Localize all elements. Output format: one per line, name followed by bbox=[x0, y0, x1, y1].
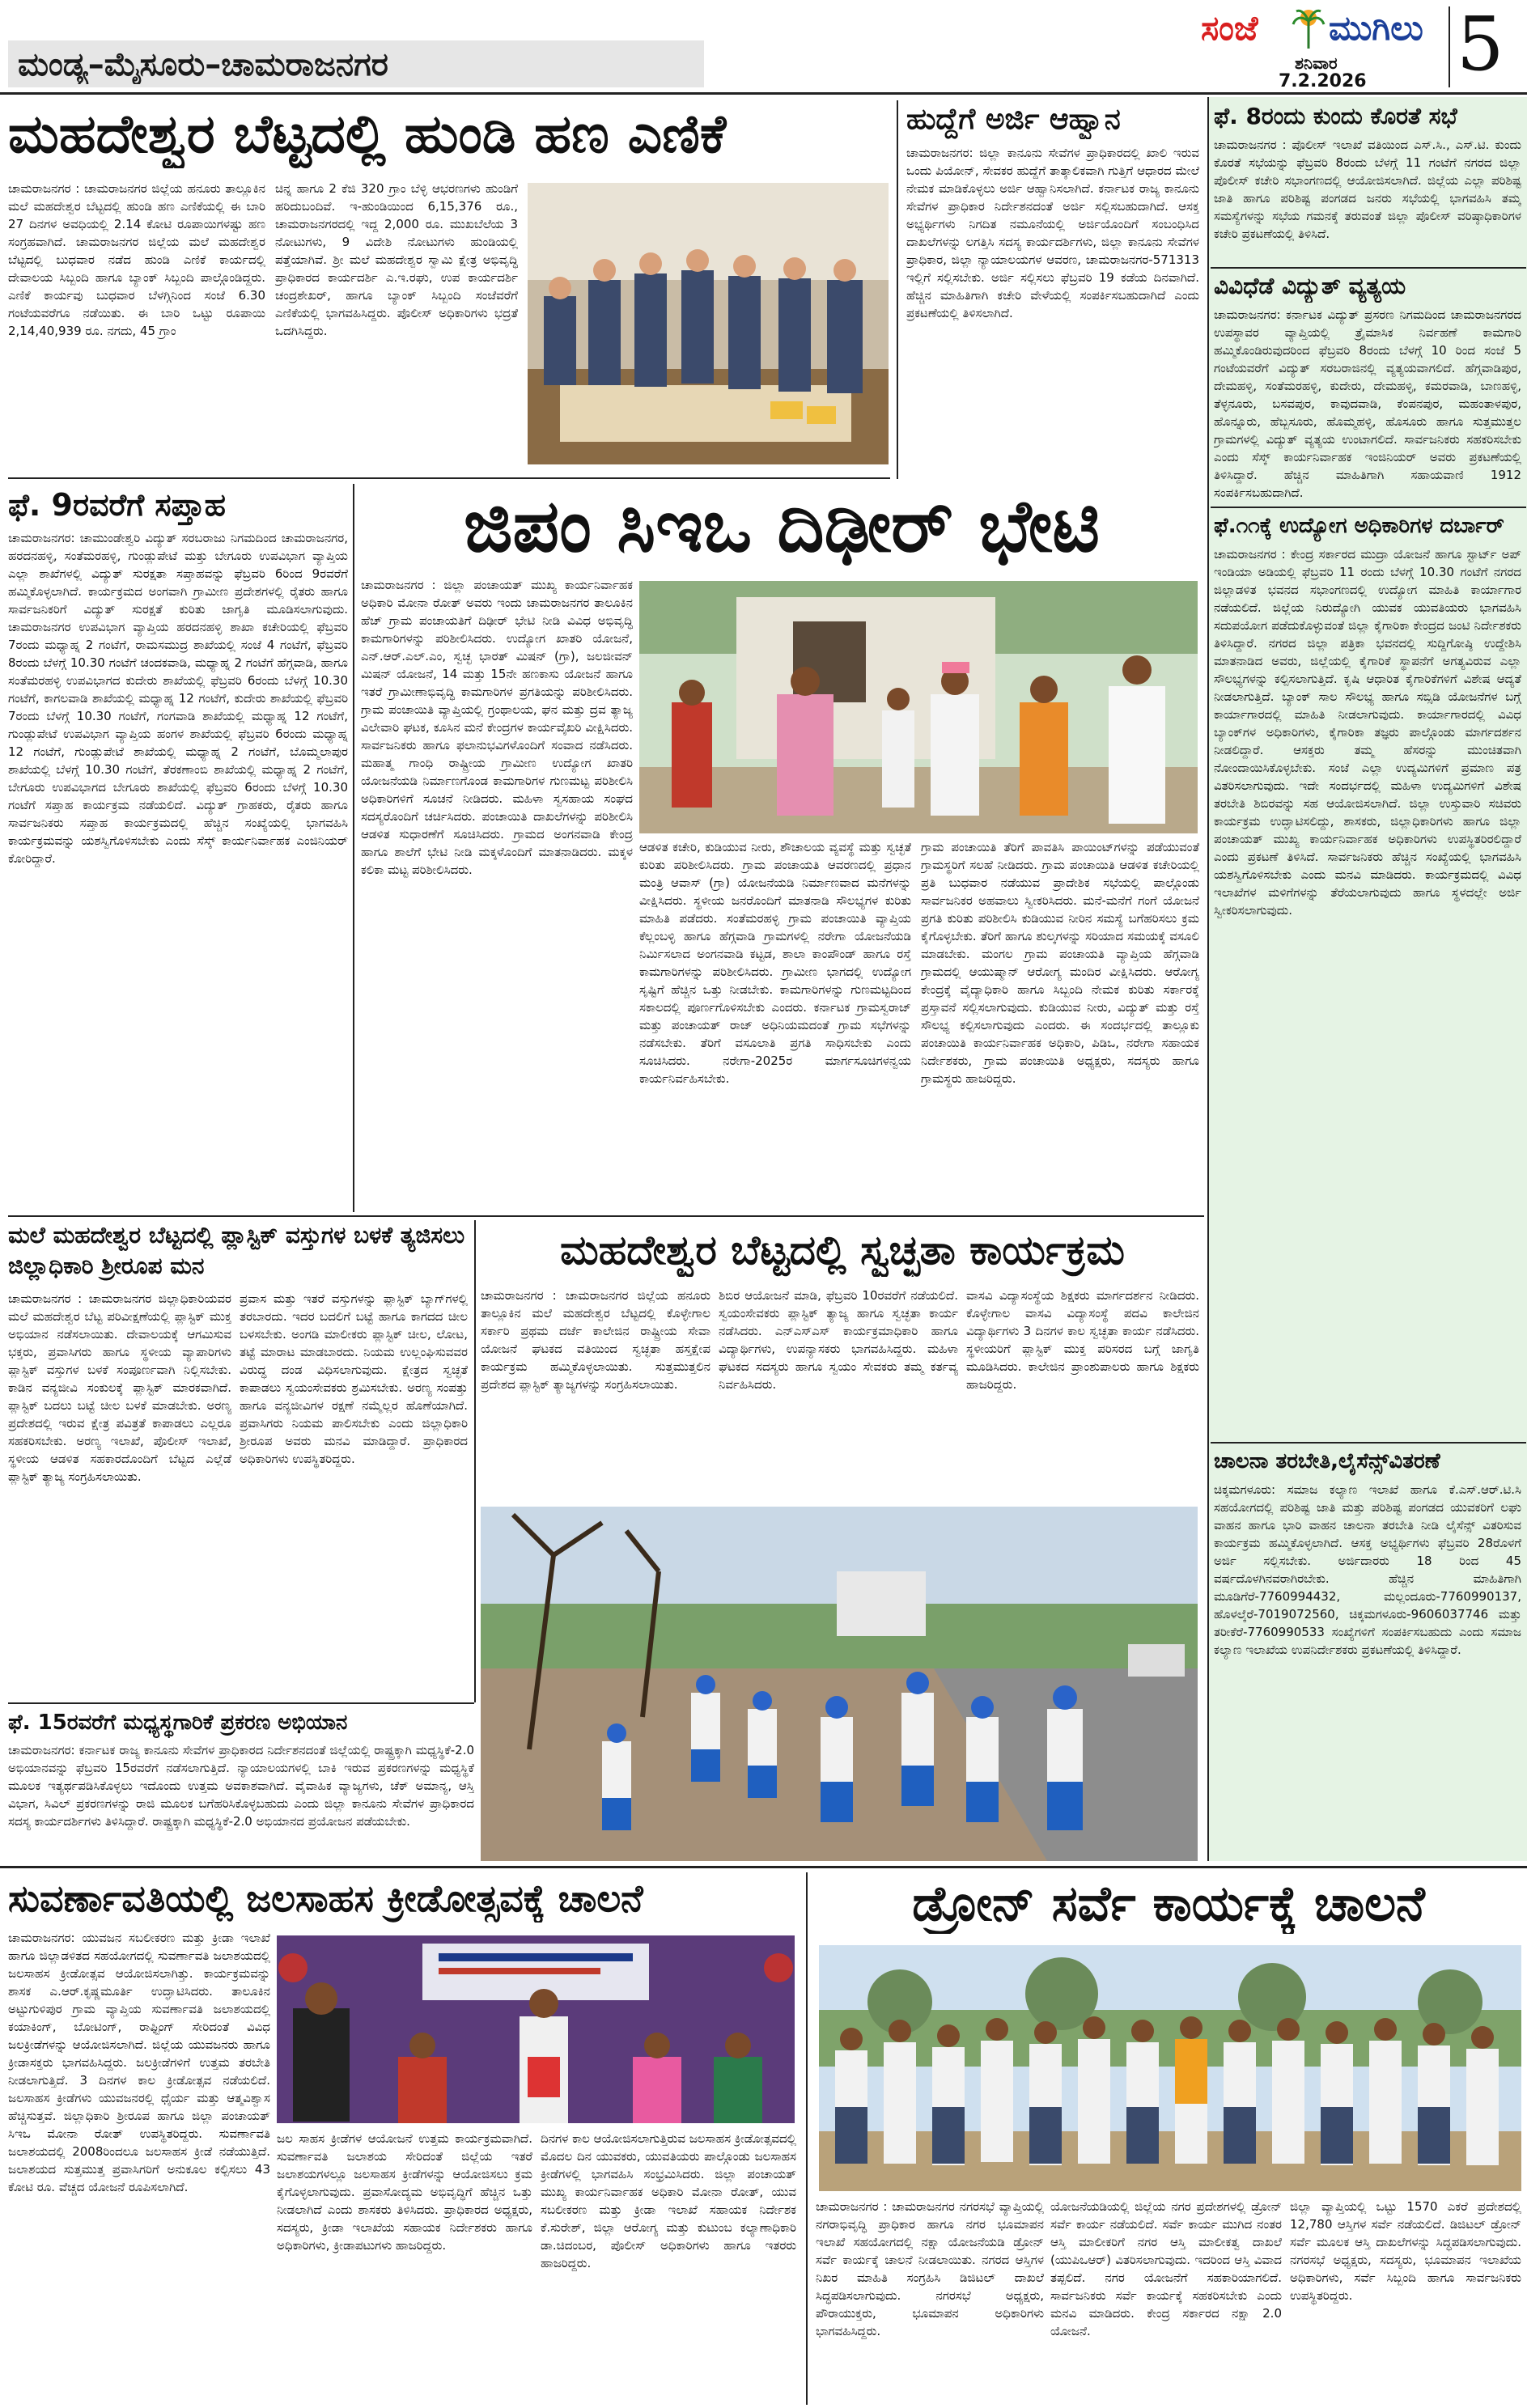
swachhata-headline: ಮಹದೇಶ್ವರ ಬೆಟ್ಟದಲ್ಲಿ ಸ್ವಚ್ಛತಾ ಕಾರ್ಯಕ್ರಮ bbox=[560, 1227, 1125, 1274]
swachhata-col3: ವಾಸವಿ ವಿದ್ಯಾಸಂಸ್ಥೆಯ ಶಿಕ್ಷಕರು ಮಾರ್ಗದರ್ಶನ ನೀಡಿದರು. ಕೊಳ್ಳೇಗಾಲ ವಾಸವಿ ವಿದ್ಯಾಸಂಸ್ಥೆ ಪದವಿ ಕಾಲೇಜಿನ ವಿದ್ಯಾರ್ಥಿಗಳು 3 ದಿನಗಳ ಕಾಲ ಸ್ವಚ್ಛತಾ ಕಾರ್ಯ ನಡೆಸಿದರು. ಸ್ಥಳೀಯರಿಗೆ ಪ್ಲಾಸ್ಟಿಕ್ ಮುಕ್ತ ಪರಿಸರದ ಬಗ್ಗೆ ಜಾಗೃತಿ ಮೂಡಿಸಿದರು. ಕಾಲೇಜಿನ ಪ್ರಾಂಶುಪಾಲರು ಹಾಗೂ ಶಿಕ್ಷಕರು ಹಾಜರಿದ್ದರು. bbox=[966, 1288, 1199, 1392]
page-number: 5 bbox=[1457, 1, 1504, 87]
hundi-headline: ಮಹದೇಶ್ವರ ಬೆಟ್ಟದಲ್ಲಿ ಹುಂಡಿ ಹಣ ಎಣಿಕೆ bbox=[8, 103, 727, 165]
chalana-headline: ಚಾಲನಾ ತರಬೇತಿ,ಲೈಸೆನ್ಸ್‌ವಿತರಣೆ bbox=[1214, 1449, 1440, 1473]
udyogi-headline: ಫೆ.೧೧ಕ್ಕೆ ಉದ್ಯೋಗ ಅಧಿಕಾರಿಗಳ ದರ್ಬಾರ್ bbox=[1214, 514, 1504, 538]
swachhata-col2: ಶಿಬಿರ ಆಯೋಜನೆ ಮಾಡಿ, ಫೆಬ್ರವರಿ 10ರವರೆಗೆ ನಡೆಯಲಿದೆ. ಸ್ವಯಂಸೇವಕರು ಪ್ಲಾಸ್ಟಿಕ್ ತ್ಯಾಜ್ಯ ಹಾಗೂ ಸ್ವಚ್ಛತಾ ಕಾರ್ಯ ನಡೆಸಿದರು. ಎನ್ಎಸ್ಎಸ್ ಕಾರ್ಯಕ್ರಮಾಧಿಕಾರಿ ಹಾಗೂ ವಿದ್ಯಾರ್ಥಿಗಳು, ಉಪನ್ಯಾಸಕರು ಭಾಗವಹಿಸಿದ್ದರು. ಮಹಿಳಾ ಘಟಕದ ಸದಸ್ಯರು ಹಾಗೂ ಸ್ವಯಂ ಸೇವಕರು ತಮ್ಮ ಕರ್ತವ್ಯ ನಿರ್ವಹಿಸಿದರು. bbox=[719, 1288, 958, 1392]
hundi-bottom-rule bbox=[8, 477, 890, 479]
swachhata-col1: ಚಾಮರಾಜನಗರ : ಚಾಮರಾಜನಗರ ಜಿಲ್ಲೆಯ ಹನೂರು ತಾಲ್ಲೂಕಿನ ಮಲೆ ಮಹದೇಶ್ವರ ಬೆಟ್ಟದಲ್ಲಿ ಕೊಳ್ಳೇಗಾಲ ಸರ್ಕಾರಿ ಪ್ರಥಮ ದರ್ಜೆ ಕಾಲೇಜಿನ ರಾಷ್ಟ್ರೀಯ ಸೇವಾ ಯೋಜನೆ ಘಟಕದ ವತಿಯಿಂದ ಸ್ವಚ್ಛತಾ ಹಸ್ತಕ್ಷೇಪ ಕಾರ್ಯಕ್ರಮ ಹಮ್ಮಿಕೊಳ್ಳಲಾಯಿತು. ಸುತ್ತಮುತ್ತಲಿನ ಪ್ರದೇಶದ ಪ್ಲಾಸ್ಟಿಕ್ ತ್ಯಾಜ್ಯಗಳನ್ನು ಸಂಗ್ರಹಿಸಲಾಯಿತು. bbox=[481, 1288, 710, 1392]
date: 7.2.2026 bbox=[1279, 71, 1367, 91]
feb8-rule bbox=[1211, 267, 1526, 269]
hundi-counting-photo bbox=[528, 183, 889, 464]
zp-headline: ಜಿಪಂ ಸಿಇಒ ದಿಢೀರ್ ಭೇಟಿ bbox=[463, 484, 1101, 569]
chalana-body: ಚಿಕ್ಕಮಗಳೂರು: ಸಮಾಜ ಕಲ್ಯಾಣ ಇಲಾಖೆ ಹಾಗೂ ಕೆ.ಎಸ್.ಆರ್.ಟಿ.ಸಿ ಸಹಯೋಗದಲ್ಲಿ ಪರಿಶಿಷ್ಟ ಜಾತಿ ಮತ್ತು ಪರಿಶಿಷ್ಟ ಪಂಗಡದ ಯುವಕರಿಗೆ ಲಘು ವಾಹನ ಹಾಗೂ ಭಾರಿ ವಾಹನ ಚಾಲನಾ ತರಬೇತಿ ನೀಡಿ ಲೈಸೆನ್ಸ್ ವಿತರಿಸುವ ಕಾರ್ಯಕ್ರಮ ಹಮ್ಮಿಕೊಳ್ಳಲಾಗಿದೆ. ಆಸಕ್ತ ಅಭ್ಯರ್ಥಿಗಳು ಫೆಬ್ರವರಿ 28ರೊಳಗೆ ಅರ್ಜಿ ಸಲ್ಲಿಸಬೇಕು. ಅರ್ಜಿದಾರರು 18 ರಿಂದ 45 ವರ್ಷದೊಳಗಿನವರಾಗಿರಬೇಕು. ಹೆಚ್ಚಿನ ಮಾಹಿತಿಗಾಗಿ ಮೂಡಿಗೆರೆ-7760994432, ಮಲ್ಲಂದೂರು-7760990137, ಹೊಳಲ್ಕೆರೆ-7019072560, ಚಿಕ್ಕಮಗಳೂರು-9606037746 ಮತ್ತು ತರೀಕೆರೆ-7760990533 ಸಂಖ್ಯೆಗಳಿಗೆ ಸಂಪರ್ಕಿಸಬಹುದು ಎಂದು ಸಮಾಜ ಕಲ್ಯಾಣ ಇಲಾಖೆಯ ಉಪನಿರ್ದೇಶಕರು ಪ್ರಕಟಣೆಯಲ್ಲಿ ತಿಳಿಸಿದ್ದಾರೆ. bbox=[1214, 1482, 1521, 1657]
zp-ceo-visit-photo bbox=[639, 581, 1198, 833]
zp-col3: ಗ್ರಾಮ ಪಂಚಾಯಿತಿ ತೆರಿಗೆ ಪಾವತಿಸಿ ಪಾಯಿಂಟ್‌ಗಳನ್ನು ಪಡೆಯುವಂತೆ ಗ್ರಾಮಸ್ಥರಿಗೆ ಸಲಹೆ ನೀಡಿದರು. ಗ್ರಾಮ ಪಂಚಾಯಿತಿ ಆಡಳಿತ ಕಚೇರಿಯಲ್ಲಿ ಪ್ರತಿ ಬುಧವಾರ ನಡೆಯುವ ಪ್ರಾದೇಶಿಕ ಸಭೆಯಲ್ಲಿ ಪಾಲ್ಗೊಂಡು ಸಾರ್ವಜನಿಕರ ಅಹವಾಲು ಸ್ವೀಕರಿಸಿದರು. ಮನೆ-ಮನೆಗೆ ಗಂಗೆ ಯೋಜನೆ ಪ್ರಗತಿ ಕುರಿತು ಪರಿಶೀಲಿಸಿ ಕುಡಿಯುವ ನೀರಿನ ಸಮಸ್ಯೆ ಬಗೆಹರಿಸಲು ಕ್ರಮ ಕೈಗೊಳ್ಳಬೇಕು. ತೆರಿಗೆ ಹಾಗೂ ಶುಲ್ಕಗಳನ್ನು ಸರಿಯಾದ ಸಮಯಕ್ಕೆ ವಸೂಲಿ ಮಾಡಬೇಕು. ಮಂಗಲ ಗ್ರಾಮ ಪಂಚಾಯತಿ ವ್ಯಾಪ್ತಿಯ ಹೆಗ್ಗವಾಡಿ ಗ್ರಾಮದಲ್ಲಿ ಆಯುಷ್ಮಾನ್ ಆರೋಗ್ಯ ಮಂದಿರ ವೀಕ್ಷಿಸಿದರು. ಆರೋಗ್ಯ ಕೇಂದ್ರಕ್ಕೆ ವೈದ್ಯಾಧಿಕಾರಿ ಹಾಗೂ ಸಿಬ್ಬಂದಿ ನೇಮಕ ಕುರಿತು ಸರ್ಕಾರಕ್ಕೆ ಪ್ರಸ್ತಾವನೆ ಸಲ್ಲಿಸಲಾಗುವುದು. ಕುಡಿಯುವ ನೀರು, ವಿದ್ಯುತ್ ಮತ್ತು ರಸ್ತೆ ಸೌಲಭ್ಯ ಕಲ್ಪಿಸಲಾಗುವುದು ಎಂದರು. ಈ ಸಂದರ್ಭದಲ್ಲಿ ತಾಲ್ಲೂಕು ಪಂಚಾಯಿತಿ ಕಾರ್ಯನಿರ್ವಾಹಕ ಅಧಿಕಾರಿ, ಪಿಡಿಒ, ನರೇಗಾ ಸಹಾಯಕ ನಿರ್ದೇಶಕರು, ಗ್ರಾಮ ಪಂಚಾಯಿತಿ ಅಧ್ಯಕ್ಷರು, ಸದಸ್ಯರು ಹಾಗೂ ಗ್ರಾಮಸ್ಥರು ಹಾಜರಿದ್ದರು. bbox=[921, 840, 1199, 1086]
suvarnavati-col1: ಚಾಮರಾಜನಗರ: ಯುವಜನ ಸಬಲೀಕರಣ ಮತ್ತು ಕ್ರೀಡಾ ಇಲಾಖೆ ಹಾಗೂ ಜಿಲ್ಲಾಡಳಿತದ ಸಹಯೋಗದಲ್ಲಿ ಸುವರ್ಣಾವತಿ ಜಲಾಶಯದಲ್ಲಿ ಜಲಸಾಹಸ ಕ್ರೀಡೋತ್ಸವ ಆಯೋಜಿಸಲಾಗಿತ್ತು. ಕಾರ್ಯಕ್ರಮವನ್ನು ಶಾಸಕ ಎ.ಆರ್.ಕೃಷ್ಣಮೂರ್ತಿ ಉದ್ಘಾಟಿಸಿದರು. ತಾಲೂಕಿನ ಅಟ್ಟುಗುಳಿಪುರ ಗ್ರಾಮ ವ್ಯಾಪ್ತಿಯ ಸುವರ್ಣಾವತಿ ಜಲಾಶಯದಲ್ಲಿ ಕಯಾಕಿಂಗ್, ಬೋಟಿಂಗ್, ರಾಫ್ಟಿಂಗ್ ಸೇರಿದಂತೆ ವಿವಿಧ ಜಲಕ್ರೀಡೆಗಳನ್ನು ಆಯೋಜಿಸಲಾಗಿದೆ. ಜಿಲ್ಲೆಯ ಯುವಜನರು ಹಾಗೂ ಕ್ರೀಡಾಸಕ್ತರು ಭಾಗವಹಿಸಿದ್ದರು. ಜಲಕ್ರೀಡೆಗಳಿಗೆ ಉತ್ತಮ ತರಬೇತಿ ನೀಡಲಾಗುತ್ತಿದೆ. 3 ದಿನಗಳ ಕಾಲ ಕ್ರೀಡೋತ್ಸವ ನಡೆಯಲಿದೆ. ಜಲಸಾಹಸ ಕ್ರೀಡೆಗಳು ಯುವಜನರಲ್ಲಿ ಧೈರ್ಯ ಮತ್ತು ಆತ್ಮವಿಶ್ವಾಸ ಹೆಚ್ಚಿಸುತ್ತವೆ. ಜಿಲ್ಲಾಧಿಕಾರಿ ಶ್ರೀರೂಪ ಹಾಗೂ ಜಿಲ್ಲಾ ಪಂಚಾಯತ್ ಸಿಇಒ ಮೋನಾ ರೋತ್ ಉಪಸ್ಥಿತರಿದ್ದರು. ಸುವರ್ಣಾವತಿ ಜಲಾಶಯದಲ್ಲಿ 2008ರಿಂದಲೂ ಜಲಸಾಹಸ ಕ್ರೀಡೆ ನಡೆಯುತ್ತಿದೆ. ಜಲಾಶಯದ ಸುತ್ತಮುತ್ತ ಪ್ರವಾಸಿಗರಿಗೆ ಅನುಕೂಲ ಕಲ್ಪಿಸಲು 43 ಕೋಟಿ ರೂ. ವೆಚ್ಚದ ಯೋಜನೆ ರೂಪಿಸಲಾಗಿದೆ. bbox=[8, 1931, 270, 2194]
brand-logo bbox=[1201, 5, 1444, 53]
lower-section-rule bbox=[0, 1866, 1527, 1868]
feb9-body: ಚಾಮರಾಜನಗರ: ಚಾಮುಂಡೇಶ್ವರಿ ವಿದ್ಯುತ್ ಸರಬರಾಜು ನಿಗಮದಿಂದ ಚಾಮರಾಜನಗರ, ಹರದನಹಳ್ಳಿ, ಸಂತೆಮರಹಳ್ಳಿ, ಗುಂಡ್ಲುಪೇಟೆ ಮತ್ತು ಬೇಗೂರು ಉಪವಿಭಾಗ ವ್ಯಾಪ್ತಿಯ ಎಲ್ಲಾ ಶಾಖೆಗಳಲ್ಲಿ ವಿದ್ಯುತ್ ಸುರಕ್ಷತಾ ಸಪ್ತಾಹವನ್ನು ಫೆಬ್ರವರಿ 6ರಿಂದ 9ರವರೆಗೆ ಹಮ್ಮಿಕೊಳ್ಳಲಾಗಿದೆ. ಕಾರ್ಯಕ್ರಮದ ಅಂಗವಾಗಿ ಗ್ರಾಮೀಣ ಪ್ರದೇಶಗಳಲ್ಲಿ ರೈತರು ಹಾಗೂ ಸಾರ್ವಜನಿಕರಿಗೆ ವಿದ್ಯುತ್ ಸುರಕ್ಷತೆ ಕುರಿತು ಜಾಗೃತಿ ಮೂಡಿಸಲಾಗುವುದು. ಚಾಮರಾಜನಗರ ಉಪವಿಭಾಗ ವ್ಯಾಪ್ತಿಯ ಹರದನಹಳ್ಳಿ ಶಾಖಾ ಕಚೇರಿಯಲ್ಲಿ ಫೆಬ್ರವರಿ 7ರಂದು ಮಧ್ಯಾಹ್ನ 2 ಗಂಟೆಗೆ, ರಾಮಸಮುದ್ರ ಶಾಖೆಯಲ್ಲಿ ಸಂಜೆ 4 ಗಂಟೆಗೆ, ಫೆಬ್ರವರಿ 8ರಂದು ಬೆಳಗ್ಗೆ 10.30 ಗಂಟೆಗೆ ಚಂದಕವಾಡಿ, ಮಧ್ಯಾಹ್ನ 2 ಗಂಟೆಗೆ ಹೆಗ್ಗವಾಡಿ, ಹಾಗೂ ಸಂತೆಮರಹಳ್ಳಿ ಉಪವಿಭಾಗದ ಕುದೇರು ಶಾಖೆಯಲ್ಲಿ ಫೆಬ್ರವರಿ 6ರಂದು ಬೆಳಗ್ಗೆ 10.30 ಗಂಟೆಗೆ, ಕಾಗಲವಾಡಿ ಶಾಖೆಯಲ್ಲಿ ಮಧ್ಯಾಹ್ನ 12 ಗಂಟೆಗೆ, ಕುದೇರು ಶಾಖೆಯಲ್ಲಿ ಫೆಬ್ರವರಿ 7ರಂದು ಬೆಳಗ್ಗೆ 10.30 ಗಂಟೆಗೆ, ಗಂಗವಾಡಿ ಶಾಖೆಯಲ್ಲಿ ಮಧ್ಯಾಹ್ನ 12 ಗಂಟೆಗೆ, ಗುಂಡ್ಲುಪೇಟೆ ಉಪವಿಭಾಗ ವ್ಯಾಪ್ತಿಯ ಹಂಗಳ ಶಾಖೆಯಲ್ಲಿ ಫೆಬ್ರವರಿ 6ರಂದು ಮಧ್ಯಾಹ್ನ 12 ಗಂಟೆಗೆ, ಗುಂಡ್ಲುಪೇಟೆ ಶಾಖೆಯಲ್ಲಿ ಮಧ್ಯಾಹ್ನ 2 ಗಂಟೆಗೆ, ಬೊಮ್ಮಲಾಪುರ ಶಾಖೆಯಲ್ಲಿ ಬೆಳಗ್ಗೆ 10.30 ಗಂಟೆಗೆ, ತೆರಕಣಾಂಬಿ ಶಾಖೆಯಲ್ಲಿ ಮಧ್ಯಾಹ್ನ 2 ಗಂಟೆಗೆ, ಬೇಗೂರು ಉಪವಿಭಾಗದ ಬೇಗೂರು ಶಾಖೆಯಲ್ಲಿ ಫೆಬ್ರವರಿ 6ರಂದು ಬೆಳಗ್ಗೆ 10.30 ಗಂಟೆಗೆ ಸಪ್ತಾಹ ಕಾರ್ಯಕ್ರಮ ನಡೆಯಲಿದೆ. ವಿದ್ಯುತ್ ಗ್ರಾಹಕರು, ರೈತರು ಹಾಗೂ ಸಾರ್ವಜನಿಕರು ಸಪ್ತಾಹ ಕಾರ್ಯಕ್ರಮದಲ್ಲಿ ಹೆಚ್ಚಿನ ಸಂಖ್ಯೆಯಲ್ಲಿ ಭಾಗವಹಿಸಿ ಕಾರ್ಯಕ್ರಮವನ್ನು ಯಶಸ್ವಿಗೊಳಿಸಬೇಕು ಎಂದು ಸೆಸ್ಕ್ ಕಾರ್ಯನಿರ್ವಾಹಕ ಎಂಜಿನಿಯರ್ ಕೋರಿದ್ದಾರೆ. bbox=[8, 531, 348, 866]
vidyut-body: ಚಾಮರಾಜನಗರ: ಕರ್ನಾಟಕ ವಿದ್ಯುತ್ ಪ್ರಸರಣ ನಿಗಮದಿಂದ ಚಾಮರಾಜನಗರದ ಉಪಸ್ಥಾವರ ವ್ಯಾಪ್ತಿಯಲ್ಲಿ ತ್ರೈಮಾಸಿಕ ನಿರ್ವಹಣೆ ಕಾಮಗಾರಿ ಹಮ್ಮಿಕೊಂಡಿರುವುದರಿಂದ ಫೆಬ್ರವರಿ 8ರಂದು ಬೆಳಗ್ಗೆ 10 ರಿಂದ ಸಂಜೆ 5 ಗಂಟೆಯವರೆಗೆ ವಿದ್ಯುತ್ ಸರಬರಾಜಿನಲ್ಲಿ ವ್ಯತ್ಯಯವಾಗಲಿದೆ. ಹೆಗ್ಗವಾಡಿಪುರ, ದೇಮಹಳ್ಳಿ, ಸಂತೆಮರಹಳ್ಳಿ, ಕುದೇರು, ದೇಮಹಳ್ಳಿ, ಕಮರವಾಡಿ, ಬಾಣಹಳ್ಳಿ, ತೆಳ್ಳನೂರು, ಬಸವಪುರ, ಕಾವುದವಾಡಿ, ಕೆಂಪನಪುರ, ಮಹಂತಾಳಪುರ, ಹೊನ್ನೂರು, ಹೆಬ್ಬಸೂರು, ಹೊಮ್ಮಹಳ್ಳಿ, ಹೊಸೂರು ಹಾಗೂ ಸುತ್ತಮುತ್ತಲ ಗ್ರಾಮಗಳಲ್ಲಿ ವಿದ್ಯುತ್ ವ್ಯತ್ಯಯ ಉಂಟಾಗಲಿದೆ. ಸಾರ್ವಜನಿಕರು ಸಹಕರಿಸಬೇಕು ಎಂದು ಸೆಸ್ಕ್ ಕಾರ್ಯನಿರ್ವಾಹಕ ಇಂಜಿನಿಯರ್ ಅವರು ಪ್ರಕಟಣೆಯಲ್ಲಿ ತಿಳಿಸಿದ್ದಾರೆ. ಹೆಚ್ಚಿನ ಮಾಹಿತಿಗಾಗಿ ಸಹಾಯವಾಣಿ 1912 ಸಂಪರ್ಕಿಸಬಹುದಾಗಿದೆ. bbox=[1214, 307, 1521, 500]
feb15-headline: ಫೆ. 15ರವರೆಗೆ ಮಧ್ಯಸ್ಥಗಾರಿಕೆ ಪ್ರಕರಣ ಅಭಿಯಾನ bbox=[8, 1711, 348, 1735]
vidyut-rule bbox=[1211, 507, 1526, 508]
feb9-right-rule bbox=[353, 484, 354, 1212]
drone-col3: ಜಿಲ್ಲಾ ವ್ಯಾಪ್ತಿಯಲ್ಲಿ ಒಟ್ಟು 1570 ಎಕರೆ ಪ್ರದೇಶದಲ್ಲಿ 12,780 ಆಸ್ತಿಗಳ ಸರ್ವೆ ನಡೆಯಲಿದೆ. ಡಿಜಿಟಲ್ ಡ್ರೋನ್ ಸರ್ವೆ ಮೂಲಕ ಆಸ್ತಿ ದಾಖಲೆಗಳನ್ನು ಸಿದ್ಧಪಡಿಸಲಾಗುವುದು. ನಗರಸಭೆ ಅಧ್ಯಕ್ಷರು, ಸದಸ್ಯರು, ಭೂಮಾಪನ ಇಲಾಖೆಯ ಅಧಿಕಾರಿಗಳು, ಸರ್ವೆ ಸಿಬ್ಬಂದಿ ಹಾಗೂ ಸಾರ್ವಜನಿಕರು ಉಪಸ್ಥಿತರಿದ್ದರು. bbox=[1290, 2199, 1521, 2303]
masthead-underline bbox=[0, 92, 1527, 95]
suvarnavati-event-photo bbox=[277, 1935, 795, 2123]
plastic-col1: ಚಾಮರಾಜನಗರ : ಚಾಮರಾಜನಗರ ಜಿಲ್ಲಾಧಿಕಾರಿಯವರ ಮಲೆ ಮಹದೇಶ್ವರ ಬೆಟ್ಟ ಪರಿವೀಕ್ಷಣೆಯಲ್ಲಿ ಪ್ಲಾಸ್ಟಿಕ್ ಮುಕ್ತ ಅಭಿಯಾನ ನಡೆಸಲಾಯಿತು. ದೇವಾಲಯಕ್ಕೆ ಆಗಮಿಸುವ ಭಕ್ತರು, ಪ್ರವಾಸಿಗರು ಹಾಗೂ ಸ್ಥಳೀಯ ವ್ಯಾಪಾರಿಗಳು ಪ್ಲಾಸ್ಟಿಕ್ ವಸ್ತುಗಳ ಬಳಕೆ ಸಂಪೂರ್ಣವಾಗಿ ನಿಲ್ಲಿಸಬೇಕು. ಕಾಡಿನ ವನ್ಯಜೀವಿ ಸಂಕುಲಕ್ಕೆ ಪ್ಲಾಸ್ಟಿಕ್ ಮಾರಕವಾಗಿದೆ. ಪ್ಲಾಸ್ಟಿಕ್ ಬದಲು ಬಟ್ಟೆ ಚೀಲ ಬಳಕೆ ಮಾಡಬೇಕು. ಅರಣ್ಯ ಪ್ರದೇಶದಲ್ಲಿ ಇರುವ ಕ್ಷೇತ್ರ ಪವಿತ್ರತೆ ಕಾಪಾಡಲು ಎಲ್ಲರೂ ಸಹಕರಿಸಬೇಕು. ಅರಣ್ಯ ಇಲಾಖೆ, ಪೊಲೀಸ್ ಇಲಾಖೆ, ಸ್ಥಳೀಯ ಆಡಳಿತ ಸಹಕಾರದೊಂದಿಗೆ ಬೆಟ್ಟದ ಎಲ್ಲೆಡೆ ಪ್ಲಾಸ್ಟಿಕ್ ತ್ಯಾಜ್ಯ ಸಂಗ್ರಹಿಸಲಾಯಿತು. bbox=[8, 1291, 231, 1484]
feb8-body: ಚಾಮರಾಜನಗರ : ಪೊಲೀಸ್ ಇಲಾಖೆ ವತಿಯಿಂದ ಎಸ್.ಸಿ., ಎಸ್.ಟಿ. ಕುಂದು ಕೊರತೆ ಸಭೆಯನ್ನು ಫೆಬ್ರವರಿ 8ರಂದು ಬೆಳಗ್ಗೆ 11 ಗಂಟೆಗೆ ನಗರದ ಜಿಲ್ಲಾ ಪೊಲೀಸ್ ಕಚೇರಿ ಸಭಾಂಗಣದಲ್ಲಿ ಆಯೋಜಿಸಲಾಗಿದೆ. ಜಿಲ್ಲೆಯ ಎಲ್ಲಾ ಪರಿಶಿಷ್ಟ ಜಾತಿ ಹಾಗೂ ಪರಿಶಿಷ್ಟ ಪಂಗಡದ ಜನರು ಸಭೆಯಲ್ಲಿ ಭಾಗವಹಿಸಿ ತಮ್ಮ ಸಮಸ್ಯೆಗಳನ್ನು ಸಭೆಯ ಗಮನಕ್ಕೆ ತರುವಂತೆ ಜಿಲ್ಲಾ ಪೊಲೀಸ್ ವರಿಷ್ಠಾಧಿಕಾರಿಗಳ ಕಚೇರಿ ಪ್ರಕಟಣೆಯಲ್ಲಿ ತಿಳಿಸಿದೆ. bbox=[1214, 138, 1521, 241]
zp-col1: ಚಾಮರಾಜನಗರ : ಜಿಲ್ಲಾ ಪಂಚಾಯತ್ ಮುಖ್ಯ ಕಾರ್ಯನಿರ್ವಾಹಕ ಅಧಿಕಾರಿ ಮೋನಾ ರೋತ್ ಅವರು ಇಂದು ಚಾಮರಾಜನಗರ ತಾಲೂಕಿನ ಹೆಚ್ ಗ್ರಾಮ ಪಂಚಾಯತಿಗೆ ದಿಢೀರ್ ಭೇಟಿ ನೀಡಿ ವಿವಿಧ ಅಭಿವೃದ್ಧಿ ಕಾಮಗಾರಿಗಳನ್ನು ಪರಿಶೀಲಿಸಿದರು. ಉದ್ಯೋಗ ಖಾತರಿ ಯೋಜನೆ, ಎನ್.ಆರ್.ಎಲ್.ಎಂ, ಸ್ವಚ್ಛ ಭಾರತ್ ಮಿಷನ್ (ಗ್ರಾ), ಜಲಜೀವನ್ ಮಿಷನ್ ಯೋಜನೆ, 14 ಮತ್ತು 15ನೇ ಹಣಕಾಸು ಯೋಜನೆ ಹಾಗೂ ಇತರೆ ಗ್ರಾಮೀಣಾಭಿವೃದ್ಧಿ ಕಾಮಗಾರಿಗಳ ಪ್ರಗತಿಯನ್ನು ಪರಿಶೀಲಿಸಿದರು. ಗ್ರಾಮ ಪಂಚಾಯಿತಿ ವ್ಯಾಪ್ತಿಯಲ್ಲಿ ಗ್ರಂಥಾಲಯ, ಘನ ಮತ್ತು ದ್ರವ ತ್ಯಾಜ್ಯ ವಿಲೇವಾರಿ ಘಟಕ, ಕೂಸಿನ ಮನೆ ಕೇಂದ್ರಗಳ ಕಾರ್ಯವೈಖರಿ ವೀಕ್ಷಿಸಿದರು. ಸಾರ್ವಜನಿಕರು ಹಾಗೂ ಫಲಾನುಭವಿಗಳೊಂದಿಗೆ ಸಂವಾದ ನಡೆಸಿದರು. ಮಹಾತ್ಮ ಗಾಂಧಿ ರಾಷ್ಟ್ರೀಯ ಗ್ರಾಮೀಣ ಉದ್ಯೋಗ ಖಾತರಿ ಯೋಜನೆಯಡಿ ನಿರ್ಮಾಣಗೊಂಡ ಕಾಮಗಾರಿಗಳ ಗುಣಮಟ್ಟ ಪರಿಶೀಲಿಸಿ ಅಧಿಕಾರಿಗಳಿಗೆ ಸೂಚನೆ ನೀಡಿದರು. ಮಹಿಳಾ ಸ್ವಸಹಾಯ ಸಂಘದ ಸದಸ್ಯರೊಂದಿಗೆ ಚರ್ಚಿಸಿದರು. ಪಂಚಾಯಿತಿ ದಾಖಲೆಗಳನ್ನು ಪರಿಶೀಲಿಸಿ ಆಡಳಿತ ಸುಧಾರಣೆಗೆ ಸೂಚಿಸಿದರು. ಗ್ರಾಮದ ಅಂಗನವಾಡಿ ಕೇಂದ್ರ ಹಾಗೂ ಶಾಲೆಗೆ ಭೇಟಿ ನೀಡಿ ಮಕ್ಕಳೊಂದಿಗೆ ಮಾತನಾಡಿದರು. ಮಕ್ಕಳ ಕಲಿಕಾ ಮಟ್ಟ ಪರಿಶೀಲಿಸಿದರು. bbox=[361, 578, 633, 877]
region-title: ಮಂಡ್ಯ–ಮೈಸೂರು–ಚಾಮರಾಜನಗರ bbox=[18, 46, 388, 83]
masthead bbox=[0, 0, 1527, 94]
suvarnavati-col2: ಜಲ ಸಾಹಸ ಕ್ರೀಡೆಗಳ ಆಯೋಜನೆ ಉತ್ತಮ ಕಾರ್ಯಕ್ರಮವಾಗಿದೆ. ಸುವರ್ಣಾವತಿ ಜಲಾಶಯ ಸೇರಿದಂತೆ ಜಿಲ್ಲೆಯ ಇತರೆ ಜಲಾಶಯಗಳಲ್ಲೂ ಜಲಸಾಹಸ ಕ್ರೀಡೆಗಳನ್ನು ಆಯೋಜಿಸಲು ಕ್ರಮ ಕೈಗೊಳ್ಳಲಾಗುವುದು. ಪ್ರವಾಸೋದ್ಯಮ ಅಭಿವೃದ್ಧಿಗೆ ಹೆಚ್ಚಿನ ಒತ್ತು ನೀಡಲಾಗಿದೆ ಎಂದು ಶಾಸಕರು ತಿಳಿಸಿದರು. ಪ್ರಾಧಿಕಾರದ ಅಧ್ಯಕ್ಷರು, ಸದಸ್ಯರು, ಕ್ರೀಡಾ ಇಲಾಖೆಯ ಸಹಾಯಕ ನಿರ್ದೇಶಕರು ಹಾಗೂ ಅಧಿಕಾರಿಗಳು, ಕ್ರೀಡಾಪಟುಗಳು ಹಾಜರಿದ್ದರು. bbox=[277, 2131, 532, 2253]
hundi-col1: ಚಾಮರಾಜನಗರ : ಚಾಮರಾಜನಗರ ಜಿಲ್ಲೆಯ ಹನೂರು ತಾಲ್ಲೂಕಿನ ಮಲೆ ಮಹದೇಶ್ವರ ಬೆಟ್ಟದಲ್ಲಿ ಹುಂಡಿ ಹಣ ಎಣಿಕೆಯಲ್ಲಿ ಈ ಬಾರಿ 27 ದಿನಗಳ ಅವಧಿಯಲ್ಲಿ 2.14 ಕೋಟಿ ರೂಪಾಯಿಗಳಷ್ಟು ಹಣ ಸಂಗ್ರಹವಾಗಿದೆ. ಚಾಮರಾಜನಗರ ಜಿಲ್ಲೆಯ ಮಲೆ ಮಹದೇಶ್ವರ ಬೆಟ್ಟದಲ್ಲಿ ಬುಧವಾರ ನಡೆದ ಹುಂಡಿ ಎಣಿಕೆ ಕಾರ್ಯದಲ್ಲಿ ದೇವಾಲಯ ಸಿಬ್ಬಂದಿ ಹಾಗೂ ಬ್ಯಾಂಕ್ ಸಿಬ್ಬಂದಿ ಪಾಲ್ಗೊಂಡಿದ್ದರು. ಎಣಿಕೆ ಕಾರ್ಯವು ಬುಧವಾರ ಬೆಳಗ್ಗಿನಿಂದ ಸಂಜೆ 6.30 ಗಂಟೆಯವರೆಗೂ ನಡೆಯಿತು. ಈ ಬಾರಿ ಒಟ್ಟು ರೂಪಾಯಿ 2,14,40,939 ರೂ. ನಗದು, 45 ಗ್ರಾಂ bbox=[8, 181, 265, 338]
weekday: ಶನಿವಾರ bbox=[1295, 53, 1338, 73]
brand-left: ಸಂಜೆ bbox=[1201, 8, 1258, 48]
zp-col2: ಆಡಳಿತ ಕಚೇರಿ, ಕುಡಿಯುವ ನೀರು, ಶೌಚಾಲಯ ವ್ಯವಸ್ಥೆ ಮತ್ತು ಸ್ವಚ್ಛತೆ ಕುರಿತು ಪರಿಶೀಲಿಸಿದರು. ಗ್ರಾಮ ಪಂಚಾಯತಿ ಆವರಣದಲ್ಲಿ ಪ್ರಧಾನ ಮಂತ್ರಿ ಆವಾಸ್ (ಗ್ರಾ) ಯೋಜನೆಯಡಿ ನಿರ್ಮಾಣವಾದ ಮನೆಗಳನ್ನು ವೀಕ್ಷಿಸಿದರು. ಸ್ಥಳೀಯ ಜನರೊಂದಿಗೆ ಮಾತನಾಡಿ ಸೌಲಭ್ಯಗಳ ಕುರಿತು ಮಾಹಿತಿ ಪಡೆದರು. ಸಂತೆಮರಹಳ್ಳಿ ಗ್ರಾಮ ಪಂಚಾಯಿತಿ ವ್ಯಾಪ್ತಿಯ ಕೆಲ್ಲಂಬಳ್ಳಿ ಹಾಗೂ ಹೆಗ್ಗವಾಡಿ ಗ್ರಾಮಗಳಲ್ಲಿ ನರೇಗಾ ಯೋಜನೆಯಡಿ ನಿರ್ಮಿಸಲಾದ ಅಂಗನವಾಡಿ ಕಟ್ಟಡ, ಶಾಲಾ ಕಾಂಪೌಂಡ್ ಹಾಗೂ ರಸ್ತೆ ಕಾಮಗಾರಿಗಳನ್ನು ಪರಿಶೀಲಿಸಿದರು. ಗ್ರಾಮೀಣ ಭಾಗದಲ್ಲಿ ಉದ್ಯೋಗ ಸೃಷ್ಟಿಗೆ ಹೆಚ್ಚಿನ ಒತ್ತು ನೀಡಬೇಕು. ಕಾಮಗಾರಿಗಳನ್ನು ಗುಣಮಟ್ಟದಿಂದ ಸಕಾಲದಲ್ಲಿ ಪೂರ್ಣಗೊಳಿಸಬೇಕು ಎಂದರು. ಕರ್ನಾಟಕ ಗ್ರಾಮಸ್ವರಾಜ್ ಮತ್ತು ಪಂಚಾಯತ್ ರಾಜ್ ಅಧಿನಿಯಮದಂತೆ ಗ್ರಾಮ ಸಭೆಗಳನ್ನು ನಡೆಸಬೇಕು. ತೆರಿಗೆ ವಸೂಲಾತಿ ಪ್ರಗತಿ ಸಾಧಿಸಬೇಕು ಎಂದು ಸೂಚಿಸಿದರು. ನರೇಗಾ-2025ರ ಮಾರ್ಗಸೂಚಿಗಳನ್ವಯ ಕಾರ್ಯನಿರ್ವಹಿಸಬೇಕು. bbox=[639, 840, 911, 1086]
feb9-bottom-rule bbox=[8, 1215, 1204, 1217]
hundi-col2: ಚಿನ್ನ ಹಾಗೂ 2 ಕೆಜಿ 320 ಗ್ರಾಂ ಬೆಳ್ಳಿ ಆಭರಣಗಳು ಹುಂಡಿಗೆ ಹರಿದುಬಂದಿವೆ. ಇ-ಹುಂಡಿಯಿಂದ 6,15,376 ರೂ., ಚಾಮರಾಜನಗರದಲ್ಲಿ ಇದ್ದ 2,000 ರೂ. ಮುಖಬೆಲೆಯ 3 ನೋಟುಗಳು, 9 ವಿದೇಶಿ ನೋಟುಗಳು ಹುಂಡಿಯಲ್ಲಿ ಪತ್ತೆಯಾಗಿವೆ. ಶ್ರೀ ಮಲೆ ಮಹದೇಶ್ವರ ಸ್ವಾಮಿ ಕ್ಷೇತ್ರ ಅಭಿವೃದ್ಧಿ ಪ್ರಾಧಿಕಾರದ ಕಾರ್ಯದರ್ಶಿ ಎ.ಇ.ರಘು, ಉಪ ಕಾರ್ಯದರ್ಶಿ ಚಂದ್ರಶೇಖರ್, ಹಾಗೂ ಬ್ಯಾಂಕ್ ಸಿಬ್ಬಂದಿ ಸಂಜೆವರೆಗೆ ಎಣಿಕೆಯಲ್ಲಿ ಭಾಗವಹಿಸಿದ್ದರು. ಪೊಲೀಸ್ ಅಧಿಕಾರಿಗಳು ಭದ್ರತೆ ಒದಗಿಸಿದ್ದರು. bbox=[275, 181, 518, 338]
arji-body: ಚಾಮರಾಜನಗರ: ಜಿಲ್ಲಾ ಕಾನೂನು ಸೇವೆಗಳ ಪ್ರಾಧಿಕಾರದಲ್ಲಿ ಖಾಲಿ ಇರುವ ಒಂದು ಪಿಯೋನ್, ಸೇವಕರ ಹುದ್ದೆಗೆ ತಾತ್ಕಾಲಿಕವಾಗಿ ಗುತ್ತಿಗೆ ಆಧಾರದ ಮೇಲೆ ನೇಮಕ ಮಾಡಿಕೊಳ್ಳಲು ಅರ್ಜಿ ಆಹ್ವಾನಿಸಲಾಗಿದೆ. ಕರ್ನಾಟಕ ರಾಜ್ಯ ಕಾನೂನು ಸೇವೆಗಳ ಪ್ರಾಧಿಕಾರ ನಿರ್ದೇಶನದಂತೆ ಅರ್ಜಿ ಸಲ್ಲಿಸಬಹುದಾಗಿದೆ. ಆಸಕ್ತ ಅಭ್ಯರ್ಥಿಗಳು ನಿಗದಿತ ನಮೂನೆಯಲ್ಲಿ ಅರ್ಜಿಯೊಂದಿಗೆ ಸಂಬಂಧಿಸಿದ ದಾಖಲೆಗಳನ್ನು ಲಗತ್ತಿಸಿ ಸದಸ್ಯ ಕಾರ್ಯದರ್ಶಿಗಳು, ಜಿಲ್ಲಾ ಕಾನೂನು ಸೇವೆಗಳ ಪ್ರಾಧಿಕಾರ, ಜಿಲ್ಲಾ ನ್ಯಾಯಾಲಯಗಳ ಆವರಣ, ಚಾಮರಾಜನಗರ-571313 ಇಲ್ಲಿಗೆ ಸಲ್ಲಿಸಬೇಕು. ಅರ್ಜಿ ಸಲ್ಲಿಸಲು ಫೆಬ್ರವರಿ 19 ಕಡೆಯ ದಿನವಾಗಿದೆ. ಹೆಚ್ಚಿನ ಮಾಹಿತಿಗಾಗಿ ಕಚೇರಿ ವೇಳೆಯಲ್ಲಿ ಸಂಪರ್ಕಿಸಬಹುದಾಗಿದೆ ಎಂದು ಪ್ರಕಟಣೆಯಲ್ಲಿ ತಿಳಿಸಲಾಗಿದೆ. bbox=[906, 146, 1199, 320]
palm-icon bbox=[1292, 5, 1326, 50]
feb9-headline: ಫೆ. 9ರವರೆಗೆ ಸಪ್ತಾಹ bbox=[8, 487, 226, 523]
swachhata-cleanup-photo bbox=[481, 1507, 1198, 1861]
feb15-body: ಚಾಮರಾಜನಗರ: ಕರ್ನಾಟಕ ರಾಜ್ಯ ಕಾನೂನು ಸೇವೆಗಳ ಪ್ರಾಧಿಕಾರದ ನಿರ್ದೇಶನದಂತೆ ಜಿಲ್ಲೆಯಲ್ಲಿ ರಾಷ್ಟ್ರಕ್ಕಾಗಿ ಮಧ್ಯಸ್ಥಿಕೆ-2.0 ಅಭಿಯಾನವನ್ನು ಫೆಬ್ರವರಿ 15ರವರೆಗೆ ನಡೆಸಲಾಗುತ್ತಿದೆ. ನ್ಯಾಯಾಲಯಗಳಲ್ಲಿ ಬಾಕಿ ಇರುವ ಪ್ರಕರಣಗಳನ್ನು ಮಧ್ಯಸ್ಥಿಕೆ ಮೂಲಕ ಇತ್ಯರ್ಥಪಡಿಸಿಕೊಳ್ಳಲು ಇದೊಂದು ಉತ್ತಮ ಅವಕಾಶವಾಗಿದೆ. ವೈವಾಹಿಕ ವ್ಯಾಜ್ಯಗಳು, ಚೆಕ್ ಅಮಾನ್ಯ, ಆಸ್ತಿ ವಿಭಾಗ, ಸಿವಿಲ್ ಪ್ರಕರಣಗಳನ್ನು ರಾಜಿ ಮೂಲಕ ಬಗೆಹರಿಸಿಕೊಳ್ಳಬಹುದು ಎಂದು ಜಿಲ್ಲಾ ಕಾನೂನು ಸೇವೆಗಳ ಪ್ರಾಧಿಕಾರದ ಸದಸ್ಯ ಕಾರ್ಯದರ್ಶಿಗಳು ತಿಳಿಸಿದ್ದಾರೆ. ರಾಷ್ಟ್ರಕ್ಕಾಗಿ ಮಧ್ಯಸ್ಥಿಕೆ-2.0 ಅಭಿಯಾನದ ಪ್ರಯೋಜನ ಪಡೆಯಬೇಕು. bbox=[8, 1743, 474, 1829]
arji-left-rule bbox=[897, 100, 898, 479]
plastic-right-rule bbox=[474, 1220, 476, 1702]
drone-col2: ಯೋಜನೆಯಡಿಯಲ್ಲಿ ಜಿಲ್ಲೆಯ ನಗರ ಪ್ರದೇಶಗಳಲ್ಲಿ ಡ್ರೋನ್ ಸರ್ವೆ ಕಾರ್ಯ ನಡೆಯಲಿದೆ. ಸರ್ವೆ ಕಾರ್ಯ ಮುಗಿದ ನಂತರ ಆಸ್ತಿ ಮಾಲೀಕರಿಗೆ ನಗರ ಆಸ್ತಿ ಮಾಲೀಕತ್ವ ದಾಖಲೆ (ಯುಪಿಒಆರ್) ವಿತರಿಸಲಾಗುವುದು. ಇದರಿಂದ ಆಸ್ತಿ ವಿವಾದ ತಪ್ಪಲಿದೆ. ನಗರ ಯೋಜನೆಗೆ ಸಹಕಾರಿಯಾಗಲಿದೆ. ಸಾರ್ವಜನಿಕರು ಸರ್ವೆ ಕಾರ್ಯಕ್ಕೆ ಸಹಕರಿಸಬೇಕು ಎಂದು ಮನವಿ ಮಾಡಿದರು. ಕೇಂದ್ರ ಸರ್ಕಾರದ ನಕ್ಷಾ 2.0 ಯೋಜನೆ. bbox=[1050, 2199, 1282, 2338]
suvarnavati-col3: ದಿನಗಳ ಕಾಲ ಆಯೋಜಿಸಲಾಗುತ್ತಿರುವ ಜಲಸಾಹಸ ಕ್ರೀಡೋತ್ಸವದಲ್ಲಿ ಮೊದಲ ದಿನ ಯುವಕರು, ಯುವತಿಯರು ಪಾಲ್ಗೊಂಡು ಜಲಸಾಹಸ ಕ್ರೀಡೆಗಳಲ್ಲಿ ಭಾಗವಹಿಸಿ ಸಂಭ್ರಮಿಸಿದರು. ಜಿಲ್ಲಾ ಪಂಚಾಯತ್ ಮುಖ್ಯ ಕಾರ್ಯನಿರ್ವಾಹಕ ಅಧಿಕಾರಿ ಮೋನಾ ರೋತ್, ಯುವ ಸಬಲೀಕರಣ ಮತ್ತು ಕ್ರೀಡಾ ಇಲಾಖೆ ಸಹಾಯಕ ನಿರ್ದೇಶಕ ಕೆ.ಸುರೇಶ್, ಜಿಲ್ಲಾ ಆರೋಗ್ಯ ಮತ್ತು ಕುಟುಂಬ ಕಲ್ಯಾಣಾಧಿಕಾರಿ ಡಾ.ಚಿದಂಬರ, ಪೊಲೀಸ್ ಅಧಿಕಾರಿಗಳು ಹಾಗೂ ಇತರರು ಹಾಜರಿದ್ದರು. bbox=[541, 2131, 796, 2270]
suvarnavati-right-rule bbox=[806, 1872, 808, 2405]
drone-headline: ಡ್ರೋನ್ ಸರ್ವೆ ಕಾರ್ಯಕ್ಕೆ ಚಾಲನೆ bbox=[912, 1876, 1425, 1932]
arji-headline: ಹುದ್ದೆಗೆ ಅರ್ಜಿ ಆಹ್ವಾನ bbox=[906, 103, 1121, 136]
feb8-headline: ಫೆ. 8ರಂದು ಕುಂದು ಕೊರತೆ ಸಭೆ bbox=[1214, 103, 1457, 129]
drone-col1: ಚಾಮರಾಜನಗರ : ಚಾಮರಾಜನಗರ ನಗರಸಭೆ ವ್ಯಾಪ್ತಿಯಲ್ಲಿ ನಗರಾಭಿವೃದ್ಧಿ ಪ್ರಾಧಿಕಾರ ಹಾಗೂ ನಗರ ಭೂಮಾಪನ ಇಲಾಖೆ ಸಹಯೋಗದಲ್ಲಿ ನಕ್ಷಾ ಯೋಜನೆಯಡಿ ಡ್ರೋನ್ ಸರ್ವೆ ಕಾರ್ಯಕ್ಕೆ ಚಾಲನೆ ನೀಡಲಾಯಿತು. ನಗರದ ಆಸ್ತಿಗಳ ನಿಖರ ಮಾಹಿತಿ ಸಂಗ್ರಹಿಸಿ ಡಿಜಿಟಲ್ ದಾಖಲೆ ಸಿದ್ಧಪಡಿಸಲಾಗುವುದು. ನಗರಸಭೆ ಅಧ್ಯಕ್ಷರು, ಪೌರಾಯುಕ್ತರು, ಭೂಮಾಪನ ಅಧಿಕಾರಿಗಳು ಭಾಗವಹಿಸಿದ್ದರು. bbox=[816, 2199, 1044, 2338]
plastic-headline: ಮಲೆ ಮಹದೇಶ್ವರ ಬೆಟ್ಟದಲ್ಲಿ ಪ್ಲಾಸ್ಟಿಕ್ ವಸ್ತುಗಳ ಬಳಕೆ ತ್ಯಜಿಸಲು ಜಿಲ್ಲಾಧಿಕಾರಿ ಶ್ರೀರೂಪ ಮನ bbox=[8, 1222, 465, 1279]
brand-right: ಮುಗಿಲು bbox=[1329, 8, 1423, 48]
udyogi-body: ಚಾಮರಾಜನಗರ : ಕೇಂದ್ರ ಸರ್ಕಾರದ ಮುದ್ರಾ ಯೋಜನೆ ಹಾಗೂ ಸ್ಟಾರ್ಟ್ ಅಪ್ ಇಂಡಿಯಾ ಅಡಿಯಲ್ಲಿ ಫೆಬ್ರವರಿ 11 ರಂದು ಬೆಳಗ್ಗೆ 10.30 ಗಂಟೆಗೆ ನಗರದ ಜಿಲ್ಲಾಡಳಿತ ಭವನದ ಸಭಾಂಗಣದಲ್ಲಿ ಉದ್ಯೋಗ ಮಾಹಿತಿ ಕಾರ್ಯಾಗಾರ ನಡೆಯಲಿದೆ. ಜಿಲ್ಲೆಯ ನಿರುದ್ಯೋಗಿ ಯುವಕ ಯುವತಿಯರು ಭಾಗವಹಿಸಿ ಸದುಪಯೋಗ ಪಡೆದುಕೊಳ್ಳುವಂತೆ ಜಿಲ್ಲಾ ಕೈಗಾರಿಕಾ ಕೇಂದ್ರದ ಜಂಟಿ ನಿರ್ದೇಶಕರು ತಿಳಿಸಿದ್ದಾರೆ. ನಗರದ ಜಿಲ್ಲಾ ಪತ್ರಿಕಾ ಭವನದಲ್ಲಿ ಸುದ್ದಿಗೋಷ್ಠಿ ಉದ್ದೇಶಿಸಿ ಮಾತನಾಡಿದ ಅವರು, ಜಿಲ್ಲೆಯಲ್ಲಿ ಕೈಗಾರಿಕೆ ಸ್ಥಾಪನೆಗೆ ಅಗತ್ಯವಿರುವ ಎಲ್ಲಾ ಸೌಲಭ್ಯಗಳನ್ನು ಕಲ್ಪಿಸಲಾಗುತ್ತಿದೆ. ಕೃಷಿ ಆಧಾರಿತ ಕೈಗಾರಿಕೆಗಳಿಗೆ ವಿಶೇಷ ಆದ್ಯತೆ ನೀಡಲಾಗುತ್ತಿದೆ. ಬ್ಯಾಂಕ್ ಸಾಲ ಸೌಲಭ್ಯ ಹಾಗೂ ಸಬ್ಸಿಡಿ ಯೋಜನೆಗಳ ಬಗ್ಗೆ ಕಾರ್ಯಾಗಾರದಲ್ಲಿ ಮಾಹಿತಿ ನೀಡಲಾಗುವುದು. ಕಾರ್ಯಾಗಾರದಲ್ಲಿ ವಿವಿಧ ಬ್ಯಾಂಕ್‌ಗಳ ಅಧಿಕಾರಿಗಳು, ಕೈಗಾರಿಕಾ ತಜ್ಞರು ಪಾಲ್ಗೊಂಡು ಮಾರ್ಗದರ್ಶನ ನೀಡಲಿದ್ದಾರೆ. ಆಸಕ್ತರು ತಮ್ಮ ಹೆಸರನ್ನು ಮುಂಚಿತವಾಗಿ ನೋಂದಾಯಿಸಿಕೊಳ್ಳಬೇಕು. ಸಂಜೆ ಎಲ್ಲಾ ಉದ್ಯಮಿಗಳಿಗೆ ಪ್ರಮಾಣ ಪತ್ರ ವಿತರಿಸಲಾಗುವುದು. ಇದೇ ಸಂದರ್ಭದಲ್ಲಿ ಮಹಿಳಾ ಉದ್ಯಮಿಗಳಿಗೆ ವಿಶೇಷ ತರಬೇತಿ ಶಿಬಿರವನ್ನು ಸಹ ಆಯೋಜಿಸಲಾಗಿದೆ. ಜಿಲ್ಲಾ ಉಸ್ತುವಾರಿ ಸಚಿವರು ಕಾರ್ಯಕ್ರಮ ಉದ್ಘಾಟಿಸಲಿದ್ದು, ಶಾಸಕರು, ಜಿಲ್ಲಾಧಿಕಾರಿಗಳು ಹಾಗೂ ಜಿಲ್ಲಾ ಪಂಚಾಯತ್ ಮುಖ್ಯ ಕಾರ್ಯನಿರ್ವಾಹಕ ಅಧಿಕಾರಿಗಳು ಉಪಸ್ಥಿತರಿರಲಿದ್ದಾರೆ ಎಂದು ಪ್ರಕಟಣೆ ತಿಳಿಸಿದೆ. ಸಾರ್ವಜನಿಕರು ಹೆಚ್ಚಿನ ಸಂಖ್ಯೆಯಲ್ಲಿ ಭಾಗವಹಿಸಿ ಯಶಸ್ವಿಗೊಳಿಸಬೇಕು ಎಂದು ಮನವಿ ಮಾಡಿದರು. ಕಾರ್ಯಕ್ರಮದಲ್ಲಿ ವಿವಿಧ ಇಲಾಖೆಗಳ ಮಳಿಗೆಗಳನ್ನು ತೆರೆಯಲಾಗುವುದು ಹಾಗೂ ಸ್ಥಳದಲ್ಲೇ ಅರ್ಜಿ ಸ್ವೀಕರಿಸಲಾಗುವುದು. bbox=[1214, 547, 1521, 918]
page-number-divider bbox=[1449, 6, 1450, 87]
plastic-bottom-rule bbox=[8, 1702, 474, 1704]
vidyut-headline: ವಿವಿಧೆಡೆ ವಿದ್ಯುತ್ ವ್ಯತ್ಯಯ bbox=[1214, 273, 1406, 299]
udyogi-rule bbox=[1211, 1442, 1526, 1444]
suvarnavati-headline: ಸುವರ್ಣಾವತಿಯಲ್ಲಿ ಜಲಸಾಹಸ ಕ್ರೀಡೋತ್ಸವಕ್ಕೆ ಚಾಲನೆ bbox=[8, 1876, 643, 1920]
drone-survey-photo bbox=[819, 1945, 1521, 2191]
plastic-col2: ಪ್ರವಾಸ ಮತ್ತು ಇತರೆ ವಸ್ತುಗಳನ್ನು ಪ್ಲಾಸ್ಟಿಕ್ ಬ್ಯಾಗ್‌ಗಳಲ್ಲಿ ತರಬಾರದು. ಇದರ ಬದಲಿಗೆ ಬಟ್ಟೆ ಹಾಗೂ ಕಾಗದದ ಚೀಲ ಬಳಸಬೇಕು. ಅಂಗಡಿ ಮಾಲೀಕರು ಪ್ಲಾಸ್ಟಿಕ್ ಚೀಲ, ಲೋಟ, ತಟ್ಟೆ ಮಾರಾಟ ಮಾಡಬಾರದು. ನಿಯಮ ಉಲ್ಲಂಘಿಸುವವರ ವಿರುದ್ಧ ದಂಡ ವಿಧಿಸಲಾಗುವುದು. ಕ್ಷೇತ್ರದ ಸ್ವಚ್ಛತೆ ಕಾಪಾಡಲು ಸ್ವಯಂಸೇವಕರು ಶ್ರಮಿಸಬೇಕು. ಅರಣ್ಯ ಸಂಪತ್ತು ಹಾಗೂ ವನ್ಯಜೀವಿಗಳ ರಕ್ಷಣೆ ನಮ್ಮೆಲ್ಲರ ಹೊಣೆಯಾಗಿದೆ. ಪ್ರವಾಸಿಗರು ನಿಯಮ ಪಾಲಿಸಬೇಕು ಎಂದು ಜಿಲ್ಲಾಧಿಕಾರಿ ಶ್ರೀರೂಪ ಅವರು ಮನವಿ ಮಾಡಿದ್ದಾರೆ. ಪ್ರಾಧಿಕಾರದ ಅಧಿಕಾರಿಗಳು ಉಪಸ್ಥಿತರಿದ್ದರು. bbox=[240, 1291, 468, 1466]
